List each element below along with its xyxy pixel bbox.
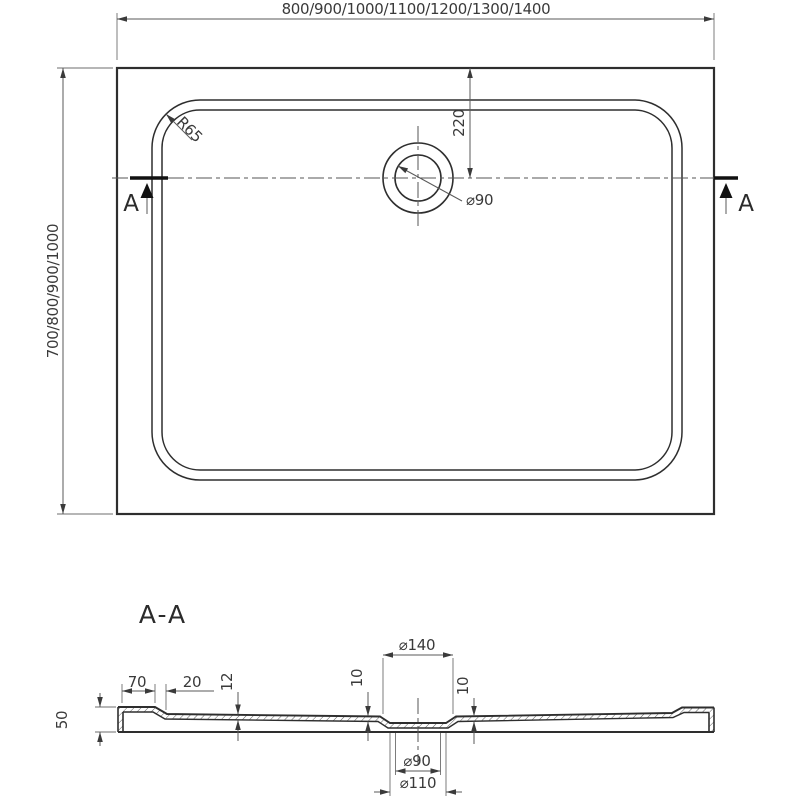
section-marker-left-label: A [123,191,139,217]
floor-dim-label: 12 [218,672,236,692]
section-title: A-A [138,600,188,629]
drain-hole-dim-label: ⌀90 [403,752,431,770]
recess-bottom-dim-label: ⌀110 [399,774,437,792]
step-dim-label: 20 [182,673,202,691]
width-dim-label: 800/900/1000/1100/1200/1300/1400 [281,0,551,18]
tray-outer-edge [117,68,714,514]
recess-depth-left-label: 10 [348,668,366,688]
top-view [44,0,754,514]
height-dim-label: 50 [53,710,71,730]
drain-offset-label: 220 [450,109,468,137]
height-dim-ext [95,707,116,732]
recess-top-dim-label: ⌀140 [398,636,436,654]
tray-inner-rim-inner [162,110,672,470]
section-marker-right-label: A [738,191,754,217]
section-arrow-right-icon [720,183,733,198]
recess-depth-right-label: 10 [454,676,472,696]
section-view [53,600,714,796]
depth-dim-label: 700/800/900/1000 [44,223,62,359]
flange-dim-label: 70 [127,673,147,691]
tray-inner-rim-outer [152,100,682,480]
corner-radius-label: R65 [173,112,207,146]
drain-diameter-label: ⌀90 [466,191,494,209]
